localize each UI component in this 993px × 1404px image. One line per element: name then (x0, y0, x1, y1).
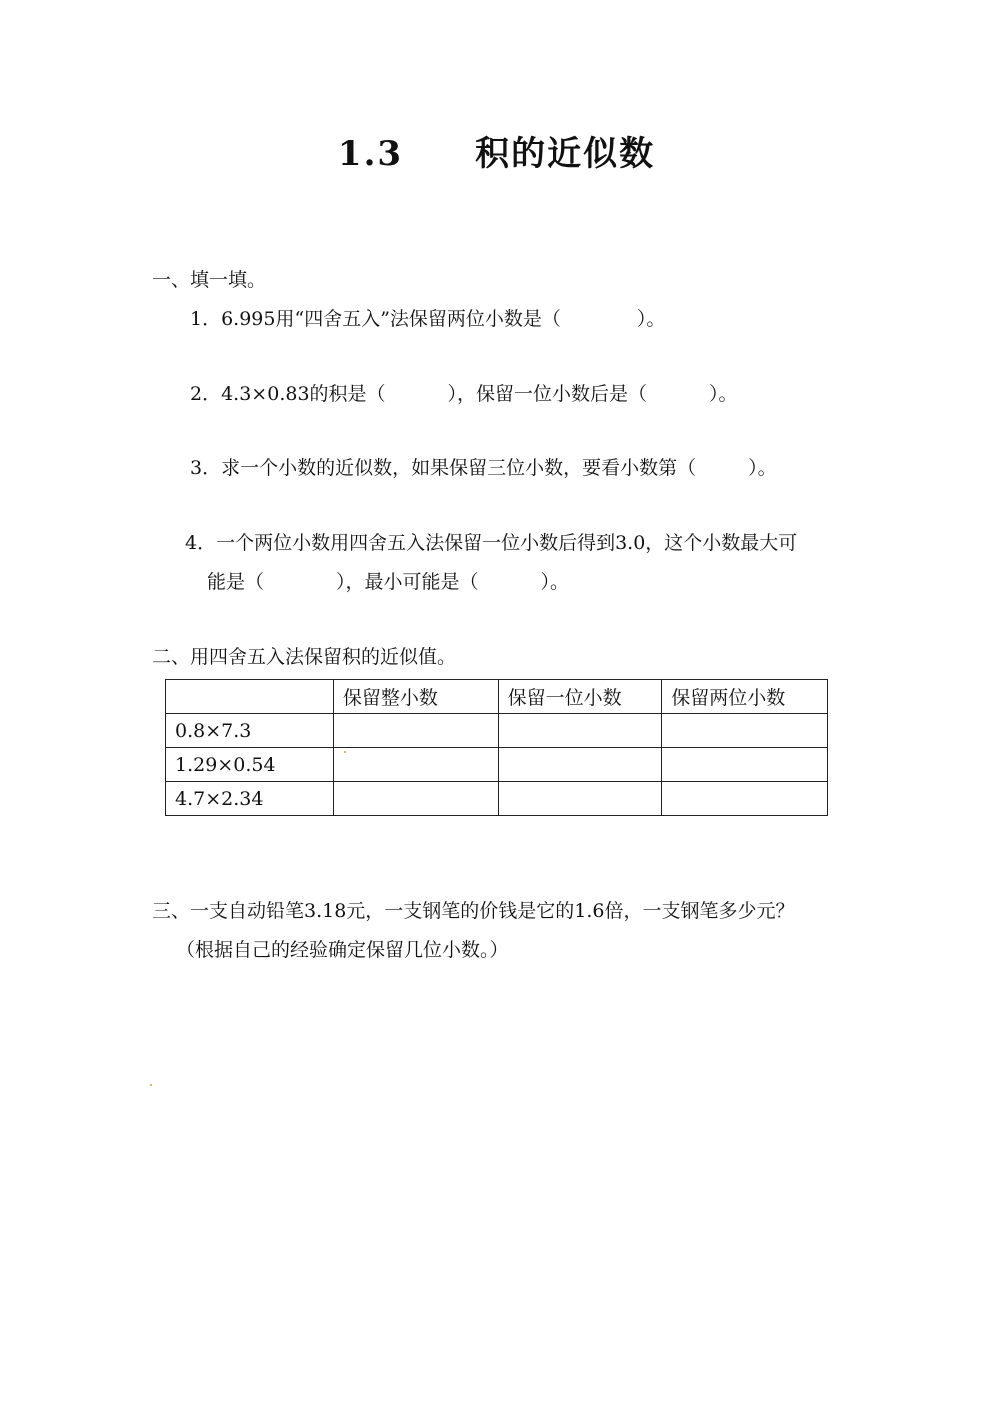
table-cell-answer[interactable] (333, 748, 498, 782)
table-cell-answer[interactable] (333, 714, 498, 748)
page-title (0, 126, 993, 175)
table-row (166, 782, 828, 816)
question-2 (190, 382, 738, 406)
table-cell-answer[interactable] (662, 782, 828, 816)
question-3-tail: ）。 (748, 457, 777, 479)
table-header-row (166, 680, 828, 714)
title-text: 积的近似数 (475, 134, 656, 174)
question-4-line-2-lead: 能是（ (207, 571, 265, 593)
scan-speck (150, 1084, 152, 1086)
question-2-lead: 2．4.3×0.83的积是（ (190, 383, 386, 405)
question-4-line-1: 4．一个两位小数用四舍五入法保留一位小数后得到3.0，这个小数最大可 (185, 532, 798, 554)
table-cell-answer[interactable] (662, 748, 828, 782)
question-1-lead: 1．6.995用“四舍五入”法保留两位小数是（ (190, 308, 561, 330)
question-3 (190, 456, 777, 480)
table-cell-answer[interactable] (662, 714, 828, 748)
question-2-mid: ），保留一位小数后是（ (447, 383, 648, 405)
question-1 (190, 307, 665, 331)
question-3-lead: 3．求一个小数的近似数，如果保留三位小数，要看小数第（ (190, 457, 697, 479)
table-header-cell: 保留整小数 (333, 680, 498, 714)
table-row (166, 714, 828, 748)
question-1-tail: ）。 (636, 308, 666, 330)
question-2-tail: ）。 (709, 383, 738, 405)
table-header-cell: 保留一位小数 (498, 680, 662, 714)
table-header-cell: 保留两位小数 (662, 680, 828, 714)
table-row (166, 748, 828, 782)
section2-heading: 二、用四舍五入法保留积的近似值。 (152, 646, 457, 668)
question-4-line-2 (207, 570, 569, 594)
table-cell-answer[interactable] (498, 714, 662, 748)
approximation-table (165, 679, 828, 816)
section3-question-line-2: （根据自己的经验确定保留几位小数。） (176, 939, 509, 961)
table-cell-answer[interactable] (498, 748, 662, 782)
question-4-line-2-tail: ）。 (540, 571, 570, 593)
title-number: 1.3 (337, 134, 404, 174)
section3-question-line-1: 三、一支自动铅笔3.18元，一支钢笔的价钱是它的1.6倍，一支钢笔多少元？ (152, 900, 795, 922)
table-cell-answer[interactable] (333, 782, 498, 816)
table-cell-answer[interactable] (498, 782, 662, 816)
table-cell-expression: 4.7×2.34 (166, 782, 334, 816)
table-header-cell (166, 680, 334, 714)
section1-heading: 一、填一填。 (152, 269, 267, 291)
scan-speck (344, 751, 346, 753)
table-cell-expression: 0.8×7.3 (166, 714, 334, 748)
question-4-line-2-mid: ），最小可能是（ (336, 571, 479, 593)
table-cell-expression: 1.29×0.54 (166, 748, 334, 782)
